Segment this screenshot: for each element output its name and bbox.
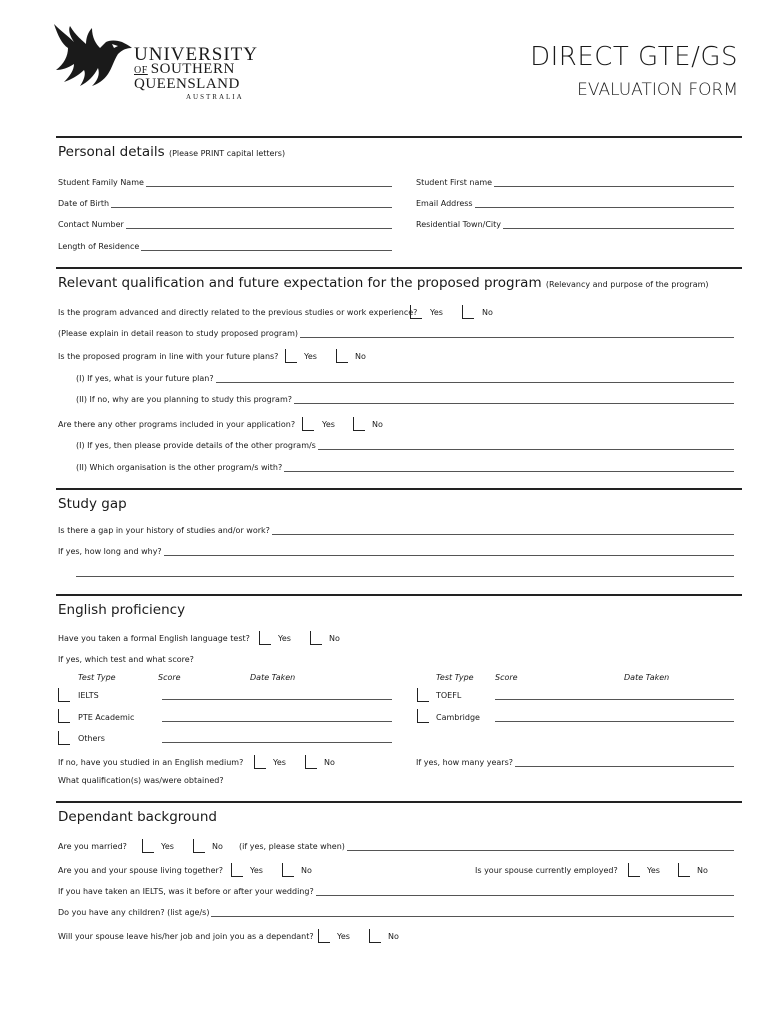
spouse-employed-yes-checkbox[interactable] bbox=[628, 863, 640, 877]
q-married: Are you married? bbox=[58, 842, 127, 851]
contact-field[interactable] bbox=[58, 220, 392, 229]
other-program-details-label: (I) If yes, then please provide details of the other program/s bbox=[76, 441, 316, 450]
section-heading-dependant bbox=[58, 809, 217, 825]
other-programs-no-checkbox[interactable] bbox=[353, 417, 365, 431]
section-divider bbox=[56, 267, 742, 269]
qualification-heading-note: (Relevancy and purpose of the program) bbox=[545, 280, 709, 289]
future-plan-line[interactable] bbox=[216, 374, 734, 383]
university-name-line4: AUSTRALIA bbox=[186, 93, 244, 101]
toefl-checkbox[interactable] bbox=[417, 688, 429, 702]
gap-reason-line[interactable] bbox=[164, 547, 734, 556]
section-heading-qualification bbox=[58, 275, 709, 291]
col-date-right: Date Taken bbox=[624, 673, 670, 682]
personal-heading-text: Personal details bbox=[58, 144, 165, 160]
section-divider bbox=[56, 488, 742, 490]
english-heading-text: English proficiency bbox=[58, 602, 186, 618]
q-qualification-obtained: What qualification(s) was/were obtained? bbox=[58, 776, 224, 785]
family-name-line[interactable] bbox=[146, 178, 392, 187]
ielts-checkbox[interactable] bbox=[58, 688, 70, 702]
children-line[interactable] bbox=[211, 908, 734, 917]
university-southern: SOUTHERN bbox=[150, 61, 235, 77]
form-title: DIRECT GTE/GS bbox=[530, 42, 738, 72]
section-divider bbox=[56, 136, 742, 138]
children-label: Do you have any children? (list age/s) bbox=[58, 908, 210, 917]
first-name-field[interactable] bbox=[416, 178, 734, 187]
english-medium-yes-checkbox[interactable] bbox=[254, 755, 266, 769]
residence-field[interactable] bbox=[58, 242, 392, 251]
future-plans-no-checkbox[interactable] bbox=[336, 349, 348, 363]
section-heading-personal bbox=[58, 144, 285, 160]
ielts-line[interactable] bbox=[162, 699, 392, 700]
years-label: If yes, how many years? bbox=[416, 758, 513, 767]
cambridge-line[interactable] bbox=[495, 721, 734, 722]
other-program-details-field[interactable] bbox=[76, 441, 734, 450]
yes-label: Yes bbox=[161, 842, 174, 851]
program-related-yes-checkbox[interactable] bbox=[410, 305, 422, 319]
living-together-yes-checkbox[interactable] bbox=[231, 863, 243, 877]
no-label: No bbox=[697, 866, 708, 875]
gap-reason-field[interactable] bbox=[58, 547, 734, 556]
no-label: No bbox=[324, 758, 335, 767]
others-checkbox[interactable] bbox=[58, 731, 70, 745]
dob-line[interactable] bbox=[111, 199, 392, 208]
family-name-field[interactable] bbox=[58, 178, 392, 187]
program-related-no-checkbox[interactable] bbox=[462, 305, 474, 319]
university-of: OF bbox=[134, 65, 148, 76]
explain-reason-line[interactable] bbox=[300, 329, 734, 338]
gap-heading-text: Study gap bbox=[58, 496, 127, 512]
other-programs-yes-checkbox[interactable] bbox=[302, 417, 314, 431]
col-date-left: Date Taken bbox=[250, 673, 296, 682]
col-test-type-right: Test Type bbox=[436, 673, 474, 682]
future-plans-yes-checkbox[interactable] bbox=[285, 349, 297, 363]
no-label: No bbox=[388, 932, 399, 941]
dob-field[interactable] bbox=[58, 199, 392, 208]
residence-label: Length of Residence bbox=[58, 242, 140, 251]
other-organisation-field[interactable] bbox=[76, 463, 734, 472]
email-label: Email Address bbox=[416, 199, 473, 208]
no-label: No bbox=[301, 866, 312, 875]
children-field[interactable] bbox=[58, 908, 734, 917]
ielts-wedding-line[interactable] bbox=[316, 887, 734, 896]
cambridge-label: Cambridge bbox=[436, 713, 480, 722]
university-name-line1: UNIVERSITY bbox=[134, 44, 258, 65]
town-label: Residential Town/City bbox=[416, 220, 502, 229]
explain-reason-field[interactable] bbox=[58, 329, 734, 338]
q-spouse-leave-job: Will your spouse leave his/her job and join you as a dependant? bbox=[58, 932, 314, 941]
ielts-label: IELTS bbox=[78, 691, 99, 700]
q-which-test: If yes, which test and what score? bbox=[58, 655, 194, 664]
married-yes-checkbox[interactable] bbox=[142, 839, 154, 853]
other-organisation-line[interactable] bbox=[284, 463, 734, 472]
yes-label: Yes bbox=[430, 308, 443, 317]
family-name-label: Student Family Name bbox=[58, 178, 144, 187]
study-gap-line[interactable] bbox=[272, 526, 734, 535]
no-label: No bbox=[355, 352, 366, 361]
phoenix-logo-icon bbox=[52, 22, 132, 94]
no-label: No bbox=[329, 634, 340, 643]
toefl-label: TOEFL bbox=[436, 691, 462, 700]
contact-line[interactable] bbox=[126, 220, 392, 229]
yes-label: Yes bbox=[337, 932, 350, 941]
others-label: Others bbox=[78, 734, 105, 743]
section-divider bbox=[56, 594, 742, 596]
why-program-field[interactable] bbox=[76, 395, 734, 404]
ielts-wedding-label: If you have taken an IELTS, was it before or after your wedding? bbox=[58, 887, 314, 896]
spouse-employed-no-checkbox[interactable] bbox=[678, 863, 690, 877]
section-heading-english bbox=[58, 602, 185, 618]
why-program-line[interactable] bbox=[294, 395, 734, 404]
future-plan-label: (I) If yes, what is your future plan? bbox=[76, 374, 214, 383]
first-name-label: Student First name bbox=[416, 178, 493, 187]
cambridge-checkbox[interactable] bbox=[417, 709, 429, 723]
other-program-details-line[interactable] bbox=[318, 441, 734, 450]
email-line[interactable] bbox=[475, 199, 734, 208]
residence-line[interactable] bbox=[141, 242, 392, 251]
yes-label: Yes bbox=[278, 634, 291, 643]
dependant-heading-text: Dependant background bbox=[58, 809, 217, 825]
ielts-wedding-field[interactable] bbox=[58, 887, 734, 896]
yes-label: Yes bbox=[273, 758, 286, 767]
toefl-line[interactable] bbox=[495, 699, 734, 700]
married-when-field[interactable] bbox=[239, 842, 734, 851]
pte-label: PTE Academic bbox=[78, 713, 135, 722]
formal-test-no-checkbox[interactable] bbox=[310, 631, 322, 645]
spouse-leave-yes-checkbox[interactable] bbox=[318, 929, 330, 943]
study-gap-field[interactable] bbox=[58, 526, 734, 535]
formal-test-yes-checkbox[interactable] bbox=[259, 631, 271, 645]
q-english-medium: If no, have you studied in an English medium? bbox=[58, 758, 244, 767]
why-program-label: (II) If no, why are you planning to study this program? bbox=[76, 395, 292, 404]
form-subtitle: EVALUATION FORM bbox=[577, 80, 738, 100]
married-when-label: (if yes, please state when) bbox=[239, 842, 345, 851]
section-divider bbox=[56, 801, 742, 803]
col-test-type-left: Test Type bbox=[78, 673, 116, 682]
dob-label: Date of Birth bbox=[58, 199, 110, 208]
no-label: No bbox=[212, 842, 223, 851]
yes-label: Yes bbox=[647, 866, 660, 875]
years-line[interactable] bbox=[515, 758, 734, 767]
yes-label: Yes bbox=[322, 420, 335, 429]
first-name-line[interactable] bbox=[494, 178, 734, 187]
col-score-right: Score bbox=[495, 673, 518, 682]
personal-heading-note: (Please PRINT capital letters) bbox=[168, 149, 286, 158]
col-score-left: Score bbox=[158, 673, 181, 682]
yes-label: Yes bbox=[304, 352, 317, 361]
no-label: No bbox=[372, 420, 383, 429]
qualification-heading-text: Relevant qualification and future expectation for the proposed program bbox=[58, 275, 542, 291]
future-plan-field[interactable] bbox=[76, 374, 734, 383]
explain-reason-label: (Please explain in detail reason to study proposed program) bbox=[58, 329, 298, 338]
no-label: No bbox=[482, 308, 493, 317]
q-spouse-employed: Is your spouse currently employed? bbox=[475, 866, 618, 875]
spouse-leave-no-checkbox[interactable] bbox=[369, 929, 381, 943]
q-future-plans: Is the proposed program in line with your future plans? bbox=[58, 352, 279, 361]
pte-checkbox[interactable] bbox=[58, 709, 70, 723]
married-when-line[interactable] bbox=[347, 842, 734, 851]
yes-label: Yes bbox=[250, 866, 263, 875]
study-gap-label: Is there a gap in your history of studies and/or work? bbox=[58, 526, 270, 535]
contact-label: Contact Number bbox=[58, 220, 124, 229]
pte-line[interactable] bbox=[162, 721, 392, 722]
gap-reason-label: If yes, how long and why? bbox=[58, 547, 162, 556]
other-organisation-label: (II) Which organisation is the other program/s with? bbox=[76, 463, 283, 472]
married-no-checkbox[interactable] bbox=[193, 839, 205, 853]
gap-reason-line-2[interactable] bbox=[76, 576, 734, 577]
university-name-line3: QUEENSLAND bbox=[134, 76, 240, 92]
q-program-related: Is the program advanced and directly related to the previous studies or work experience? bbox=[58, 308, 418, 317]
years-field[interactable] bbox=[416, 758, 734, 767]
town-line[interactable] bbox=[503, 220, 734, 229]
english-medium-no-checkbox[interactable] bbox=[305, 755, 317, 769]
section-heading-gap bbox=[58, 496, 127, 512]
town-field[interactable] bbox=[416, 220, 734, 229]
others-line[interactable] bbox=[162, 742, 392, 743]
email-field[interactable] bbox=[416, 199, 734, 208]
q-living-together: Are you and your spouse living together? bbox=[58, 866, 224, 875]
q-other-programs: Are there any other programs included in your application? bbox=[58, 420, 296, 429]
q-formal-test: Have you taken a formal English language test? bbox=[58, 634, 250, 643]
living-together-no-checkbox[interactable] bbox=[282, 863, 294, 877]
